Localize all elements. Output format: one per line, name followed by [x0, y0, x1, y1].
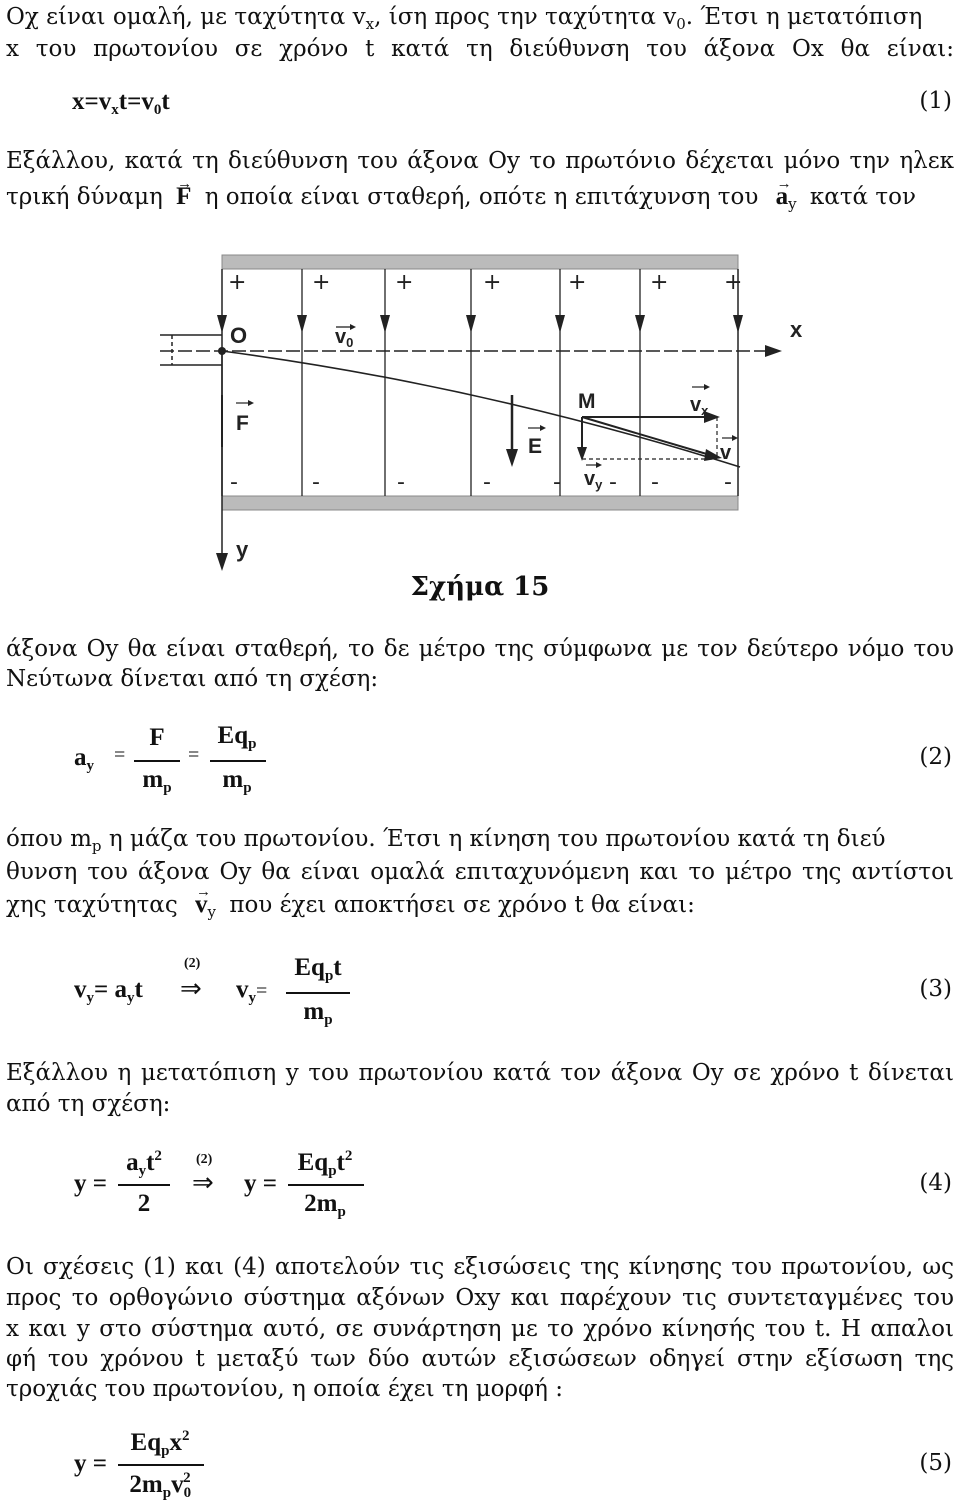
text-line-1-c: . Έτσι η μετατόπιση [685, 4, 923, 30]
text-line-10: Εξάλλου η μετατόπιση y του πρωτονίου κατά τον άξονα Oy σε χρόνο t δίνεται [6, 1060, 954, 1086]
equation-2-frac1-num: F [149, 724, 165, 751]
sub: y [207, 903, 217, 921]
text-line-5: άξονα Oy θα είναι σταθερή, το δε μέτρο της σύμφωνα με τον δεύτερο νόμο του [6, 636, 954, 662]
text-line-1-b: , ίση προς την ταχύτητα v [374, 4, 677, 30]
equation-3-num: $Eq_pt$ [294, 954, 342, 984]
plus-sign: + [312, 270, 331, 295]
force-vector-symbol: → F [176, 180, 191, 214]
sub: p [91, 837, 102, 855]
equation-4-ref: (2) [196, 1152, 213, 1167]
text-line-4-b: η οποία είναι σταθερή, οπότε η επιτάχυνση του [204, 184, 759, 210]
text-line-14: x και y στο σύστημα αυτό, σε συνάρτηση με το χρόνο κίνησής του t. Η απαλοι [6, 1316, 954, 1342]
force-label: F [236, 412, 249, 435]
equation-2-eq2: = [188, 744, 200, 766]
equation-5-lhs: y = [74, 1450, 107, 1477]
sub: x [365, 15, 375, 33]
equation-4-den: $2m_p$ [304, 1190, 346, 1220]
equation-2-frac2-num: $Eq_p$ [217, 722, 257, 752]
vy-label: $v_y$ [584, 468, 603, 492]
text-line-2: x του πρωτονίου σε χρόνο t κατά τη διεύθυνση του άξονα Ox θα είναι: [6, 36, 954, 62]
text-line-1-a: Οχ είναι ομαλή, με ταχύτητα v [6, 4, 366, 30]
equation-4-frac1-den: 2 [137, 1190, 151, 1217]
y-axis-arrowhead [216, 553, 228, 571]
fraction-bar [118, 1464, 204, 1466]
point-m-label: M [578, 390, 596, 413]
minus-sign: - [230, 470, 238, 495]
text-line-9-a: χης ταχύτητας [6, 892, 178, 918]
x-axis-arrowhead [765, 345, 782, 357]
text-line-8: θυνση του άξονα Oy θα είναι ομαλά επιταχυνόμενη και το μέτρο της αντίστοι [6, 859, 954, 885]
text-line-7-a: όπου m [6, 826, 92, 852]
text-line-15: φή του χρόνου t μεταξύ των δύο αυτών εξισώσεων οδηγεί στην εξίσωση της [6, 1346, 954, 1372]
eq1-part: t=v [118, 88, 154, 115]
text-line-9-b: που έχει αποκτήσει σε χρόνο t θα είναι: [229, 892, 695, 918]
v-label: v [720, 442, 732, 464]
implies-icon: ⇒ [180, 974, 202, 1004]
plus-sign: + [483, 270, 502, 295]
sub: y [86, 758, 94, 774]
plus-sign: + [724, 270, 743, 295]
fraction-bar [286, 992, 350, 994]
minus-sign: - [724, 470, 732, 495]
text-line-3: Εξάλλου, κατά τη διεύθυνση του άξονα Oy το πρωτόνιο δέχεται μόνο την ηλεκ [6, 148, 954, 174]
text-line-4-c: κατά τον [809, 184, 916, 210]
fraction-bar [134, 760, 180, 762]
v0-label: $v_0$ [335, 326, 354, 350]
field-lines [302, 269, 640, 496]
equation-4-frac1-num: $a_yt^2$ [126, 1148, 162, 1179]
minus-sign: - [609, 470, 617, 495]
eq1-part: x=v [72, 88, 112, 115]
text-line-6: Νεύτωνα δίνεται από τη σχέση: [6, 666, 379, 692]
equation-5-den: $2m_pv_0^2$ [129, 1470, 192, 1501]
equation-3-ref: (2) [184, 956, 201, 971]
equation-4-num: $Eq_pt^2$ [297, 1148, 353, 1179]
eq1-part: t [161, 88, 170, 115]
equation-1-number: (1) [919, 88, 952, 114]
equation-2-lhs [74, 744, 94, 775]
text-line-7-b: η μάζα του πρωτονίου. Έτσι η κίνηση του πρωτονίου κατά τη διεύ [101, 826, 886, 852]
vx-label: $v_x$ [690, 394, 709, 418]
equation-3-den: $m_p$ [303, 998, 333, 1028]
vy-vector-symbol: → v [195, 888, 208, 922]
equation-3-lhs2: $v_y=$ [236, 976, 268, 1006]
sub: x [111, 102, 119, 118]
sub: y [788, 195, 797, 213]
sub: 0 [676, 15, 686, 33]
plus-sign: + [228, 270, 247, 295]
text-line-4 [6, 180, 954, 221]
figure-15 [0, 235, 960, 805]
field-arrowheads [217, 315, 743, 333]
plus-sign: + [568, 270, 587, 295]
figure-caption: Σχήμα 15 [410, 572, 550, 602]
text-line-9 [6, 888, 954, 929]
equation-1 [72, 88, 170, 119]
top-plate [222, 255, 738, 269]
equation-4-number: (4) [919, 1170, 952, 1196]
text-line-11: από τη σχέση: [6, 1091, 171, 1117]
field-label: E [528, 435, 543, 458]
acceleration-vector-symbol: → a [776, 180, 789, 214]
y-axis-label: y [236, 537, 249, 562]
origin-label: O [230, 323, 248, 348]
equation-2-frac2-den: $m_p$ [222, 766, 252, 796]
minus-sign: - [651, 470, 659, 495]
text-line-12: Οι σχέσεις (1) και (4) αποτελούν τις εξισώσεις της κίνησης του πρωτονίου, ως [6, 1254, 954, 1280]
fraction-bar [118, 1184, 170, 1186]
equation-5-number: (5) [919, 1450, 952, 1476]
plus-sign: + [395, 270, 414, 295]
equation-4-lhs: y = [74, 1170, 107, 1197]
fraction-bar [288, 1184, 364, 1186]
equation-3-number: (3) [919, 976, 952, 1002]
trajectory [222, 351, 740, 467]
equation-5-num: $Eq_px^2$ [130, 1428, 190, 1459]
text-line-4-a: τρική δύναμη [6, 184, 163, 210]
sub: 0 [153, 102, 162, 118]
equation-2-eq1: = [114, 744, 126, 766]
equation-3-left: $v_y= a_yt$ [74, 976, 143, 1006]
fraction-bar [210, 760, 266, 762]
minus-signs [230, 470, 732, 495]
implies-icon: ⇒ [192, 1168, 214, 1198]
x-axis-label: x [790, 317, 803, 342]
minus-sign: - [483, 470, 491, 495]
equation-2-number: (2) [919, 744, 952, 770]
text-line-16: τροχιάς του πρωτονίου, η οποία έχει τη μορφή : [6, 1376, 563, 1402]
equation-4-lhs2: y = [244, 1170, 277, 1197]
minus-sign: - [312, 470, 320, 495]
plus-sign: + [650, 270, 669, 295]
minus-sign: - [553, 470, 561, 495]
eq-term: a [74, 744, 87, 771]
equation-2-frac1-den: $m_p$ [142, 766, 172, 796]
plus-signs [228, 270, 742, 295]
minus-sign: - [397, 470, 405, 495]
proton-source [160, 335, 222, 365]
text-line-13: προς το ορθογώνιο σύστημα αξόνων Oxy και παρέχουν τις συντεταγμένες του [6, 1285, 954, 1311]
bottom-plate [222, 496, 738, 510]
